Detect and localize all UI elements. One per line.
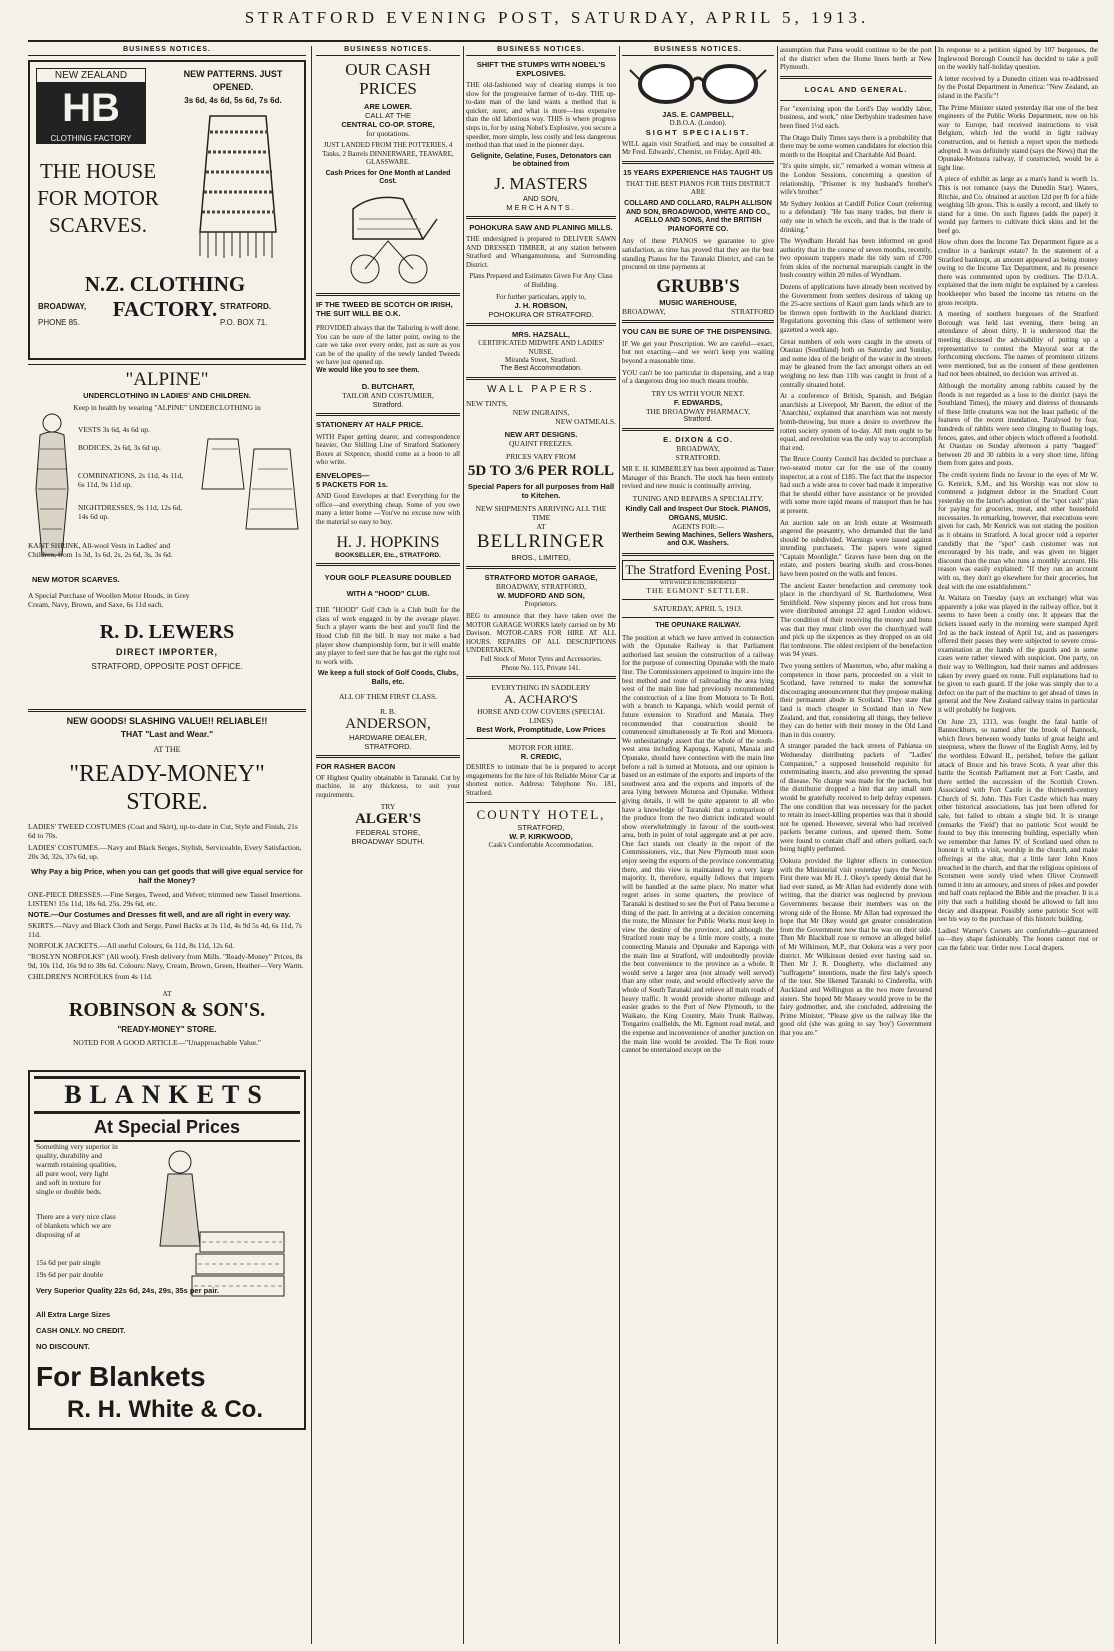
news-item: Great numbers of eels were caught in the streets of Otautau (Southland) both on Saturday and Sunday, and some idea of the height of the water in the streets may be gleaned from the fact amongst others an eel weighing no less than 11lb was caught in front of a centrally situated hotel.: [780, 337, 932, 389]
news-item: In response to a petition signed by 107 burgesses, the Inglewood Borough Council has decided to take a poll on the weekly half-holiday question.: [938, 46, 1098, 72]
column-2: [316, 46, 460, 1644]
column-5: [780, 46, 932, 1644]
pohokura-body: THE undersigned is prepared to DELIVER SAWN AND DRESSED TIMBER, at any station between Stratford and Whangamomona, and Surrounding District.: [466, 234, 616, 269]
wallpapers-price-range: 5D TO 3/6 PER ROLL: [467, 463, 615, 480]
alger-address: BROADWAY SOUTH.: [351, 837, 425, 847]
butchart-trade: TAILOR AND COSTUMIER,: [342, 390, 434, 400]
news-item: Mr Sydney Jenkins at Cardiff Police Court (referring to a defendant): "He has many trades, but there is only one in which he excels, and that is the trade of drinking.": [780, 199, 932, 234]
alpine-combinations: COMBINATIONS, 2s 11d, 4s 11d, 6s 11d, 9s 11d up.: [78, 471, 184, 489]
hazsall-name: MRS. HAZSALL,: [512, 330, 570, 340]
news-item: A meeting of southern burgesses of the Stratford Borough was held last evening, there being an attendance of about thirty. It is understood that the meeting discussed the advisability of putting up a representative to contest the Mayoral seat at the forthcoming elections. The names of prominent citizens were mentioned, but as the consent of these gentlemen had not been obtained, no decision was arrived at.: [938, 310, 1098, 379]
blankets-class: There are a very nice class of blankets which we are disposing of at: [36, 1212, 116, 1239]
hopkins-trade: BOOKSELLER, Etc., STRATFORD.: [335, 552, 441, 560]
news-item: Ladies! Warner's Corsets are comfortable—guaranteed so—they shape fashionably. The bones cannot rust or can the fabric tear. Order now. Local drapers.: [938, 926, 1098, 952]
hb-logo-nz: NEW ZEALAND: [36, 68, 146, 83]
column-header: BUSINESS NOTICES.: [622, 46, 774, 56]
anderson-name: ANDERSON,: [345, 715, 431, 732]
nobel-gelignite: Gelignite, Gelatine, Fuses, Detonators can be obtained from: [470, 152, 612, 169]
divider: [466, 738, 616, 739]
stationery-heading: STATIONERY AT HALF PRICE.: [316, 419, 424, 429]
cash-call: CALL AT THE: [365, 111, 411, 120]
butchart-name: D. BUTCHART,: [361, 381, 415, 391]
grubb-address: [622, 307, 774, 316]
blankets-superior: Very Superior Quality 22s 6d, 24s, 29s, 35s per pair.: [36, 1286, 220, 1295]
cash-quotations: for quotations.: [366, 129, 410, 138]
rm-at: AT: [162, 989, 172, 998]
garage-phone: Phone No. 115, Private 141.: [501, 663, 581, 672]
blankets-cash: CASH ONLY. NO CREDIT.: [36, 1326, 126, 1335]
wallpapers-shipments: NEW SHIPMENTS ARRIVING ALL THE TIME: [475, 504, 607, 523]
column-header: BUSINESS NOTICES.: [28, 46, 306, 56]
alpine-ad: [28, 369, 306, 705]
editorial-date: SATURDAY, APRIL 5, 1913.: [653, 604, 743, 614]
tweed-see: We would like you to see them.: [316, 366, 420, 374]
campbell-body: WILL again visit Stratford, and may be consulted at Mr Fred. Edwards', Chemist, on Friday, April 4th.: [622, 139, 774, 157]
masthead-rule: [28, 40, 1098, 42]
saddlery-name: A. ACHARO'S: [504, 692, 578, 707]
alpine-keep: Keep in health by wearing "ALPINE" UNDERCLOTHING in: [73, 403, 261, 412]
divider: [316, 563, 460, 566]
news-item: An auction sale on an Irish estate at Westmeath angered the peasantry, who demanded that the land should be subdivided. Warnings were issued against intending purchasers. The papers were signed "Captain Moonlight." Graves have been dug on the estate, and posters bearing skulls and cross-bones have been posted on the walls and fences.: [780, 518, 932, 579]
divider: [316, 293, 460, 296]
wallpapers-at: AT: [536, 522, 546, 532]
news-item: A letter received by a Dunedin citizen was re-addressed by the Postal Department in America: "New Zealand, an island in the Pacific"!: [938, 74, 1098, 100]
divider: [780, 100, 932, 101]
news-item: At a conference of British, Spanish, and Belgian anarchists at Liverpool, Mr Barrett, the editor of the 'Anarchist,' explained that anarchism was not merely bomb-throwing, but more a desire to overthrow the rotten society system of to-day. All men ought to be equal, and revolution was the only way to accomplish that end.: [780, 392, 932, 452]
anderson-trade: HARDWARE DEALER,: [349, 732, 427, 742]
dixon-wertheim: Wertheim Sewing Machines, Sellers Washers, and O.K. Washers.: [622, 531, 774, 548]
column-1: [28, 46, 306, 1644]
divider: [780, 76, 932, 79]
newspaper-incorporated: WITH WHICH IS INCORPORATED: [659, 581, 737, 587]
divider: [622, 617, 774, 618]
news-item: A stranger paraded the back streets of Pahiatua on Wednesday distributing packets of "Ladies' Companion," a supposed household requisite for exterminating insects, and also preventing the spread of disease. No charge was made for the packets, but the distributor dropped a hint that any small sum would be gratefully received to help defray expenses. The one condition that was necessary for the packet to retain its insect-killing properties was that it should not be opened. However, several who had received packets became curious, and opened them. Some were found to contain chaff and others pollard, each being highly perfumed.: [780, 742, 932, 854]
column-header: BUSINESS NOTICES.: [316, 46, 460, 56]
garage-heading: STRATFORD MOTOR GARAGE,: [484, 573, 598, 583]
nobel-body: THE old-fashioned way of clearing stumps is too slow for the progressive farmer of to-day. THE up-to-date man of the land wants a method that is quicker, surer, and what is more—less expensive than the old laborious way. THIS is where progress steps in, for by using Nobel's Explosive, you secure a speedier, more simple, less costly and less dangerous method than that used in the pioneer days.: [466, 81, 616, 150]
news-item: The ancient Easter benefaction and ceremony took place in the churchyard of St. Bartholomew, West Smithfield. New sixpenny pieces and hot cross buns were distributed amongst 22 aged London widows. The condition of their receiving the money and buns was that they must climb over the churchyard wall and pick up the sixpences as they dropped on an old flat tombstone. The oldest recipient of the benefaction was 94 years.: [780, 581, 932, 659]
dixon-street: BROADWAY,: [676, 444, 720, 454]
wallpapers-price-lead: PRICES VARY FROM: [506, 452, 576, 462]
column-divider: [311, 46, 312, 1644]
news-item: A piece of exhibit as large as a man's hand is worth 1s. This is not romance (says the Dunedin Star). Waters, Ritchie, and Co. obtained at auction 12d per lb for a hide weighing 5lb gross. This is easily a record, and likely to stand for a time. On such figures (adds the paper) it would pay farmers to cultivate thick skins and let the beef go.: [938, 175, 1098, 235]
divider: [622, 320, 774, 323]
pianos-best: THAT THE BEST PIANOS FOR THIS DISTRICT ARE: [625, 179, 771, 197]
news-item: The Prime Minister stated yesterday that one of the best engineers of the Public Works Department, now on his way to Europe, had received instructions to visit Belgium, which led the world in light railway construction, and to furnish a report upon the methods adopted. It was definitely stated (says the News) that the Opunake-Motuora railway, if constructed, would be a light line.: [938, 103, 1098, 172]
anderson-town: STRATFORD.: [364, 741, 412, 751]
news-item: Ookura provided the lighter effects in connection with the Ministerial visit yesterday (says the News). First there was Mr H. J. Okey's speedy denial that he had ever stated, as Mr Allan had evidently done with writing, that the district was neglected by previous Governments because their members was on the wrong side of the House. Mr Allan had expressed the hope that Mr Okey would get greater consideration from the Government now that he was on their side. Then Mr Blackball rose to remove an alleged belief of Mr Wilkinson, M.P., that Ookura was a very poor district. Mr Wilkinson denied ever having said so. Then Mr J. R. Dougherty, who disclaimed any "suffragette" intentions, made the first lady's speech of the tour. She likened Taranaki to Cinderella, with Auckland and Wellington as the two more favoured sisters. She hoped Mr Massey would prove to be the fairy godmother, and, she concluded, addressing the Prime Minister, "Please give us the railway like the good old (she was going to say 'boy') Government that you are.": [780, 857, 932, 1037]
dispensing-body: IF We get your Prescription. We are careful—exact, but not exacting—and we won't keep you waiting beyond a reasonable time.: [622, 339, 774, 365]
news-item: The Otago Daily Times says there is a probability that there may be some women candidates for election this month to the Hospital and Charitable Aid Board.: [780, 133, 932, 159]
news-item: For "exercising upon the Lord's Day worldly labor, business, and work," nine Derbyshire tradesmen have been fined 1½d each.: [780, 104, 932, 130]
envelopes-label: ENVELOPES—: [316, 470, 370, 480]
alger-store: FEDERAL STORE,: [355, 828, 421, 838]
wallpapers-friezes: QUAINT FREEZES.: [508, 439, 574, 449]
saddlery-heading: EVERYTHING IN SADDLERY: [491, 683, 591, 693]
editorial-body: The position at which we have arrived in connection with the Opunake Railway is that Parliament authorised last session the construction of a railway for the purpose of connecting Opunake with the main line. The Commissioners appointed to inquire into the best method and route of railroading the area lying west of the main line had previously recommended the construction of a line from Motuora to Te Roti, with a branch to Kapanga, which would permit of future extension to Stratford and Manaia. They recommended that construction should be commenced simultaneously at Te Roti and Motuora. We unhesitatingly assert that the whole of the south-west area including Kaponga, Kapuni, Manaia and Opunake, should have connection with the main line before a rail is turned at Motuora, and our opinion is based on an estimate of the exports and imports of the southwest area and the exports and imports of the area lying between Moturoa and Opunake. Without giving details, it will be quite apparent to all who have a knowledge of Taranaki that a comparison of the produce from the two districts indicated would show overwhelmingly in favour of the south-west area, both in point of total aggregate and at per acre. One fact stands out clearly in the report of the Commissioners, viz., that New Plymouth must soon enjoy seeing the exports of the province concentrating there, and this view is maintained by a very large majority. It, therefore, equally follows that imports will be handled at the same place. No matter what regret arises in some quarters, the province of Taranaki is destined to see the Port of Patea become a thing of the past. In arriving at a decision concerning the route, the Minister for Public Works must keep in view the destiny of the province, and although the Stratford route may be a little more costly, a route connecting Manaia and Opunake and Kaponga with the main line at Stratford, will undoubtedly provide the best convenience to the province as a whole. It would serve a larger area (not already well served) than any other route, and would effectively serve the whole of South Taranaki and relieve all main roads of heavy traffic. It would provide shorter mileage and easier grades to the Port of New Plymouth, to the Waikato, the King Country, Main Trunk Railway, Tongariro coalfields, the Mt. Egmont road metal, and the expense and inconvenience of another junction on the main line would be avoided. The Te Roti route cannot be entertained except on the: [622, 633, 774, 1055]
county-proprietor: W. P. KIRKWOOD,: [509, 831, 573, 841]
newspaper-settler: THE EGMONT SETTLER.: [646, 586, 750, 596]
wallpapers-designs: NEW ART DESIGNS.: [504, 430, 578, 440]
column-divider: [619, 46, 620, 1644]
news-item: Dozens of applications have already been received by the Government from settlers desirous of taking up the 25-acre sections of Kauri gum lands which are to be thrown open forthwith in the Auckland district. Regulations governing this class of settlement were gazetted a week ago.: [780, 283, 932, 335]
rm-ready-money: "READY-MONEY" STORE.: [117, 1025, 217, 1034]
pianos-body: Any of these PIANOS we guarantee to give satisfaction, as time has proved that they are the best standing Pianos for the Taranaki District, and can be procured on time payments at: [622, 237, 774, 272]
column-6: [938, 46, 1098, 1644]
wallpapers-heading: WALL PAPERS.: [487, 384, 595, 396]
pohokura-heading: POHOKURA SAW AND PLANING MILLS.: [469, 222, 613, 232]
divider: [28, 364, 306, 365]
divider: [622, 161, 774, 164]
divider: [622, 553, 774, 556]
garage-proprietors: Proprietors.: [524, 600, 558, 609]
divider: [622, 428, 774, 431]
wallpapers-special: Special Papers for all purposes from Hall to Kitchen.: [467, 482, 615, 501]
county-hotel: COUNTY HOTEL,: [476, 806, 606, 822]
divider: [316, 413, 460, 416]
rm-tweed: LADIES' TWEED COSTUMES (Coat and Skirt), up-to-date in Cut, Style and Finish, 21s 6d to 70s.: [28, 822, 298, 840]
rm-why: Why Pay a big Price, when you can get goods that will give equal service for half the Money?: [31, 867, 303, 885]
divider: [466, 676, 616, 679]
hb-new-patterns: NEW PATTERNS. JUST OPENED.: [183, 69, 283, 92]
grubb-name: GRUBB'S: [656, 275, 740, 297]
blankets-ad: [28, 1070, 306, 1430]
underclothing-illustration: [198, 429, 302, 539]
rm-note: NOTE.—Our Costumes and Dresses fit well, and are all right in every way.: [28, 910, 291, 919]
news-item: How often does the Income Tax Department figure as a creditor in a bankrupt estate? In the statement of a Stratford bankrupt, an amount appeared as being money owing to the Income Tax Department, and its presence there was commented upon by creditors. The D.O.A. explained that the item might be explained by a careless bookkeeper who based the income tax returns on the gross receipts.: [938, 238, 1098, 307]
rm-at-the: AT THE: [153, 745, 181, 754]
credic-name: R. CREDIC,: [520, 752, 562, 762]
hb-factory-name: N.Z. CLOTHING FACTORY.: [84, 272, 246, 321]
pram-illustration: [333, 189, 443, 289]
bellringer-bros: BROS., LIMITED,: [511, 553, 571, 563]
divider: [466, 216, 616, 219]
alpine-vests: VESTS 3s 6d, 4s 6d up.: [78, 425, 150, 434]
golf-first-class: ALL OF THEM FIRST CLASS.: [338, 691, 437, 701]
golf-stock: We keep a full stock of Golf Coods, Clubs, Balls, etc.: [317, 670, 459, 687]
dixon-tuning: TUNING AND REPAIRS A SPECIALITY.: [632, 494, 764, 504]
lewers-name: R. D. LEWERS: [99, 621, 235, 643]
dixon-agents: AGENTS FOR:—: [672, 523, 724, 532]
alger-name: ALGER'S: [355, 811, 421, 828]
column-divider: [935, 46, 936, 1644]
butchart-town: Stratford.: [372, 399, 404, 409]
divider: [466, 377, 616, 380]
newspaper-title: The Stratford Evening Post.: [622, 560, 774, 580]
campbell-title: SIGHT SPECIALIST.: [645, 127, 751, 137]
hb-logo-mark: HB: [36, 83, 146, 133]
wallpapers-oatmeals: NEW OATMEALS.: [555, 417, 616, 427]
lewers-importer: DIRECT IMPORTER,: [115, 647, 218, 657]
campbell-qualification: D.B.O.A. (London).: [669, 119, 727, 127]
hopkins-name: H. J. HOPKINS: [336, 534, 440, 552]
ready-money-store-ad: [28, 716, 306, 1066]
scarf-illustration: [190, 112, 286, 262]
saddlery-covers: HORSE AND COW COVERS (SPECIAL LINES): [477, 707, 605, 726]
rm-roslyn: "ROSLYN NORFOLKS" (All wool). Fresh delivery from Mills. "Ready-Money" Prices, 8s 9d, 10s 11d, 16s 9d to 38s 6d. Colours: Navy, Cream, Brown, Green, Heather—Very Warm.: [28, 952, 304, 970]
dispensing-heading: YOU CAN BE SURE OF THE DISPENSING.: [622, 326, 773, 336]
blankets-subtitle: At Special Prices: [34, 1114, 300, 1142]
robson-name: J. H. ROBSON,: [514, 301, 568, 311]
garage-stock: Full Stock of Motor Tyres and Accessories.: [480, 655, 602, 664]
hb-house-heading: THE HOUSE FOR MOTOR SCARVES.: [37, 159, 159, 237]
news-item: On June 23, 1313, was fought the fatal battle of Bannockburn, so named after the brook of Bannock, which flows between woody banks of great height and steepness, where the flower of the English Army, led by the worthless Edward II., perished, before the gallant attack of Bruce and his brave Scots. A year after this battle the Scottish Parliament met at Fort Castle, and there settled the succession of the Scottish Crown. Associated with Fort Castle is the thirteenth-century Church of St. John. This Fort Castle which has many other historical associations, has just been offered for sale, but failed to obtain a single bid. It is strange (remarks the 'Field') that no patriotic Scot would be found to buy this interesting building, especially when we remember that James IV. of Scotland used often to honour it with a visit, worship in the church, and make offerings at the altar, that a little later John Knox preached in the church, and that the religious opinions of Scotsmen were sorely tried when Oliver Cromwell turned it into an armoury, and stores of pikes and powder and half coats replaced the Bible and the preacher. It is a pity that such a building should be allowed to fall into decay and disappear. Possibly some patriotic Scot will see his way to the purchase of this historic building.: [938, 717, 1098, 924]
dixon-body: MR E. H. KIMBERLEY has been appointed as Tuner Manager of this Branch. The stock has been entirely revised and new music is continually arriving.: [622, 465, 774, 491]
blankets-discount: NO DISCOUNT.: [36, 1342, 90, 1351]
lewers-address: STRATFORD, OPPOSITE POST OFFICE.: [91, 662, 243, 671]
wallpapers-ingrains: NEW INGRAINS,: [512, 408, 570, 418]
for-blankets: For Blankets: [36, 1361, 206, 1392]
divider: [28, 709, 306, 712]
alpine-nightdresses: NIGHTDRESSES, 9s 11d, 12s 6d, 14s 6d up.: [78, 503, 183, 521]
pianos-years: 15 YEARS EXPERIENCE HAS TAUGHT US: [623, 167, 773, 177]
campbell-name: JAS. E. CAMPBELL,: [662, 110, 734, 119]
alpine-title: "ALPINE": [125, 369, 209, 390]
wallpapers-tints: NEW TINTS,: [466, 399, 508, 409]
just-landed: JUST LANDED FROM THE POTTERIES, 4 Tanks, 2 Barrels DINNERWARE, TEAWARE, GLASSWARE.: [322, 141, 454, 167]
column-divider: [777, 46, 778, 1644]
news-item: Although the mortality among rabbits caused by the floods is not regarded as a loss to the district (says the Southland Times), the misery and distress of thousands of these little creatures was not the least pathetic of the features of the recent inundation. Paralysed by fear, hundreds of rabbits were seen clinging to floating logs, fences, gates, and other objects which offered a foothold. At Otautau on Sunday afternoon a party "bagged" between 20 and 30 rabbits in a very short time, lifting them from gates and posts.: [938, 381, 1098, 468]
cash-prices-title: OUR CASH PRICES: [345, 60, 431, 98]
central-store: CENTRAL CO-OP. STORE,: [341, 120, 435, 129]
hazsall-accommodation: The Best Accommodation.: [500, 364, 582, 372]
rm-last-wear: THAT "Last and Wear.": [120, 729, 214, 739]
alpine-motor-scarves: NEW MOTOR SCARVES.: [32, 575, 120, 584]
news-item: The credit system finds no favour in the eyes of Mr W. G. Kenrick, S.M., and his Worship was not slow to commend a judgment debtor in the Stratford Court yesterday on the latter's adoption of the "spot cash" plan for paying for groceries, meat, and other household necessaries. In remarking, however, that executions were given for cash, Mr Kenrick was not stating the position as it obtains in Stratford. A local grocer told a reporter candidly that the "spot" cash customer was not encouraged by his trade, and was given no bigger discount than the man who runs a monthly account. His reason was easily explained: "If they run an account with us, they don't go elsewhere for their groceries, but deal with the one establishment.": [938, 470, 1098, 591]
rm-norfolk: NORFOLK JACKETS.—All useful Colours, 6s 11d, 8s 11d, 12s 6d.: [28, 941, 235, 950]
anderson-initials: R. B.: [380, 706, 396, 716]
nobel-heading: SHIFT THE STUMPS WITH NOBEL'S EXPLOSIVES.: [476, 60, 606, 78]
rm-robinson: ROBINSON & SON'S.: [68, 999, 266, 1021]
hb-phone: PHONE 85.: [38, 318, 80, 327]
editorial-heading: THE OPUNAKE RAILWAY.: [655, 622, 741, 630]
masters-merchants: MERCHANTS.: [506, 202, 576, 212]
dixon-name: E. DIXON & CO.: [663, 435, 733, 445]
edwards-name: F. EDWARDS,: [673, 397, 723, 407]
garage-body: BEG to announce that they have taken over the MOTOR GARAGE WORKS lately carried on by Mr Davison. MOTOR-CARS FOR HIRE AT ALL HOURS. REPAIRS OF ALL DESCRIPTIONS UNDERTAKEN.: [466, 612, 616, 655]
pianos-makers: COLLARD AND COLLARD, RALPH ALLISON AND SON, BROADWOOD, WHITE AND CO., ACELLO AND SONS, And the BRITISH PIANOFORTE CO.: [624, 199, 772, 233]
hb-logo: [36, 68, 146, 144]
garage-address: BROADWAY, STRATFORD,: [495, 582, 587, 592]
pohokura-further: For further particulars, apply to,: [496, 292, 586, 301]
column-header: BUSINESS NOTICES.: [466, 46, 616, 56]
tweed-heading: IF THE TWEED BE SCOTCH OR IRISH, THE SUIT WILL BE O.K.: [316, 299, 453, 318]
grubb-warehouse: MUSIC WAREHOUSE,: [659, 297, 737, 307]
spectacles-illustration: [628, 60, 768, 108]
envelopes-body: AND Good Envelopes at that! Everything for the office—and everything cheap. Some of you owe many a letter home —You've no excuse now with the material so easy to buy.: [316, 491, 460, 526]
edwards-town: Stratford.: [683, 415, 713, 423]
hazsall-street: Miranda Street, Stratford.: [505, 356, 577, 365]
grubb-town: STRATFORD: [731, 306, 774, 316]
rm-children: CHILDREN'S NORFOLKS from 4s 11d.: [28, 972, 153, 981]
garage-owner: W. MUDFORD AND SON,: [497, 591, 585, 601]
hazsall-title: CERTIFICATED MIDWIFE AND LADIES' NURSE.: [478, 339, 604, 356]
credic-body: DESIRES to intimate that he is prepared to accept engagements for the hire of his Reliable Motor Car at shortest notice. Address: Telephone No. 181, Stratford.: [466, 763, 616, 797]
news-item: At Waitara on Tuesday (says an exchange) what was apparently a joke was played in the railway office, but it seems to have been a costly one. It appears that the tickets issued early in the morning were stamped April 3rd as the back instead of April 1st, and as passengers offered their passes they were subjected to severe cross-examination at the hands of the guards and in some cases were rather viewed with suspicion. One party, on their way to Wellington, had their names and addresses taken by every guard en route. Full explanations had to be given to each guard. If the joke was simply due to a defect on the part of the machine to get ahead of times in general and the New Zealand railway trains in particular it will probably be forgiven.: [938, 594, 1098, 714]
alpine-subtitle: UNDERCLOTHING IN LADIES' AND CHILDREN.: [83, 391, 251, 400]
hb-clothing-ad: [28, 60, 306, 360]
column-3: [466, 46, 616, 1644]
rasher-try: TRY: [380, 802, 396, 812]
saddlery-best: Best Work, Promptitude, Low Prices: [476, 725, 606, 735]
tweed-body: PROVIDED always that the Tailoring is well done. You can be sure of the latter point, owing to the care we take over every order, just as sure as you can be of the quality of the newly landed Tweeds we have just opened up.: [316, 323, 460, 367]
grubb-street: BROADWAY,: [622, 306, 666, 316]
dispensing-try: TRY US WITH YOUR NEXT.: [651, 388, 745, 398]
blankets-large: All Extra Large Sizes: [36, 1310, 111, 1319]
news-item: "It's quite simple, sir," remarked a woman witness at the London Sessions, concerning a question of relationship, "Prisoner is my husband's brother's wife's brother.": [780, 162, 932, 197]
editorial-continued: assumption that Patea would continue to be the port of the district when the Home liners berth at New Plymouth.: [780, 46, 932, 72]
hb-box: P.O. BOX 71.: [220, 318, 268, 327]
rm-serge: LADIES' COSTUMES.—Navy and Black Serges, Stylish, Serviceable, Every Satisfaction, 20s 3d, 32s, 37s 6d, up.: [28, 843, 302, 861]
divider: [316, 755, 460, 758]
blankets-double: 19s 6d per pair double: [36, 1270, 104, 1279]
hb-prices: 3s 6d, 4s 6d, 5s 6d, 7s 6d.: [184, 96, 282, 105]
alpine-kant-shrink: KANT SHRINK, All-wool Vests in Ladies' and Children, from 1s 3d, 1s 6d, 2s, 2s 6d, 3s, 3s 6d.: [28, 541, 173, 559]
news-item: Two young settlers of Masterton, who, after making a competence in those parts, proceeded on a visit to Scotland, have returned to make the somewhat discouraging announcement that they propose making their permanent abode in Scotland. They state that land is much cheaper in Scotland than in New Zealand, and that, considering all things, they believe they can do better with their money in the Old Land than in this country.: [780, 662, 932, 739]
rm-noted: NOTED FOR A GOOD ARTICLE—"Unapproachable Value.": [72, 1038, 261, 1047]
alpine-bodices: BODICES, 2s 6d, 3s 6d up.: [78, 443, 161, 452]
rasher-heading: FOR RASHER BACON: [316, 761, 396, 771]
county-accommodation: Cask's Comfortable Accommodation.: [488, 840, 594, 849]
alpine-special: A Special Purchase of Woollen Motor Hoods, in Grey Cream, Navy, Brown, and Saxe, 6s 11d each.: [28, 591, 190, 609]
motor-hire-heading: MOTOR FOR HIRE.: [508, 743, 574, 753]
golf-heading: YOUR GOLF PLEASURE DOUBLED WITH A "HOOD" CLUB.: [324, 573, 452, 599]
rm-skirts: SKIRTS.—Navy and Black Cloth and Serge, Panel Backs at 3s 11d, 4s 9d 5s 4d, 6s 11d, 7s 11d.: [28, 921, 302, 939]
divider: [622, 599, 774, 600]
woman-figure-illustration: [28, 409, 74, 559]
cash-lower: ARE LOWER.: [364, 102, 412, 111]
dixon-inspect: Kindly Call and Inspect Our Stock. PIANOS, ORGANS, MUSIC.: [625, 506, 771, 522]
dispensing-body-2: YOU can't be too particular in dispensing, and a trap of a dangerous drug too much means trouble.: [622, 368, 774, 386]
hood-body: THE "HOOD" Golf Club is a Club built for the class of work engaged in by the average player. Such a player wants the best and you'll find the Hood Club fill the bill. It may not make a bad player show championship form, but it will enable any player to feel sure that he has got the right tool to work with.: [316, 606, 460, 666]
blankets-desc: Something very superior in quality, durability and warmth retaining qualities, all pure wool, very light and soft in texture for single or double beds.: [36, 1142, 118, 1196]
hb-broadway: BROADWAY,: [38, 302, 87, 311]
robson-address: POHOKURA OR STRATFORD.: [488, 310, 594, 320]
rh-white: R. H. White & Co.: [67, 1396, 263, 1423]
divider: [466, 802, 616, 803]
dixon-town: STRATFORD.: [675, 453, 721, 463]
column-4: [622, 46, 774, 1644]
divider: [466, 323, 616, 326]
rm-one-piece: ONE-PIECE DRESSES.—Fine Serges, Tweed, and Velvet; trimmed new Tassel Insertions. LISTEN! 15s 11d, 18s 6d, 25s, 29s 6d, etc.: [28, 890, 302, 908]
local-general-heading: LOCAL AND GENERAL.: [804, 84, 908, 94]
blankets-single: 15s 6d per pair single: [36, 1258, 101, 1267]
news-item: The Wyndham Herald has been informed on good authority that in the course of seven months, recently, two opossum trappers made the tidy sum of £700 from skins of the nocturnal marsupials caught in the bush country within 20 miles of Wyndham.: [780, 237, 932, 280]
divider: [466, 566, 616, 569]
masthead: STRATFORD EVENING POST, SATURDAY, APRIL 5, 1913.: [244, 8, 870, 27]
news-item: The Bruce County Council has decided to purchase a two-seated motor car for the use of the county inspector, at a cost of £185. The fact that the inspector had such a wide area to cover had made it imperative that he should either have assistance or be provided with some more rapid means of transport than he has at present.: [780, 455, 932, 515]
envelopes-packets: 5 PACKETS FOR 1s.: [316, 479, 388, 489]
masters-son: AND SON,: [522, 193, 560, 203]
stationery-body: WITH Paper getting dearer, and correspondence heavier, Our Shilling Line of Stratford Stationery Boxes at Sixpence, should come as a boon to all who write.: [316, 432, 460, 467]
hb-stratford: STRATFORD.: [220, 302, 271, 311]
hb-logo-factory: CLOTHING FACTORY: [36, 133, 146, 144]
county-town: STRATFORD,: [517, 822, 565, 832]
column-divider: [463, 46, 464, 1644]
blankets-title: BLANKETS: [34, 1076, 300, 1114]
edwards-pharmacy: THE BROADWAY PHARMACY,: [645, 406, 751, 416]
pohokura-plans: Plans Prepared and Estimates Given For Any Class of Building.: [469, 272, 613, 289]
rm-new-goods: NEW GOODS! SLASHING VALUE!! RELIABLE!!: [66, 716, 268, 726]
rasher-body: OF Highest Quality obtainable in Taranaki. Cut by machine, in any thickness, to suit your requirements.: [316, 773, 460, 799]
landed-cost: Cash Prices for One Month at Landed Cost.: [325, 169, 451, 186]
bellringer-name: BELLRINGER: [476, 531, 606, 553]
rm-store-name: "READY-MONEY" STORE.: [69, 761, 265, 815]
masters-name: J. MASTERS: [494, 173, 588, 193]
